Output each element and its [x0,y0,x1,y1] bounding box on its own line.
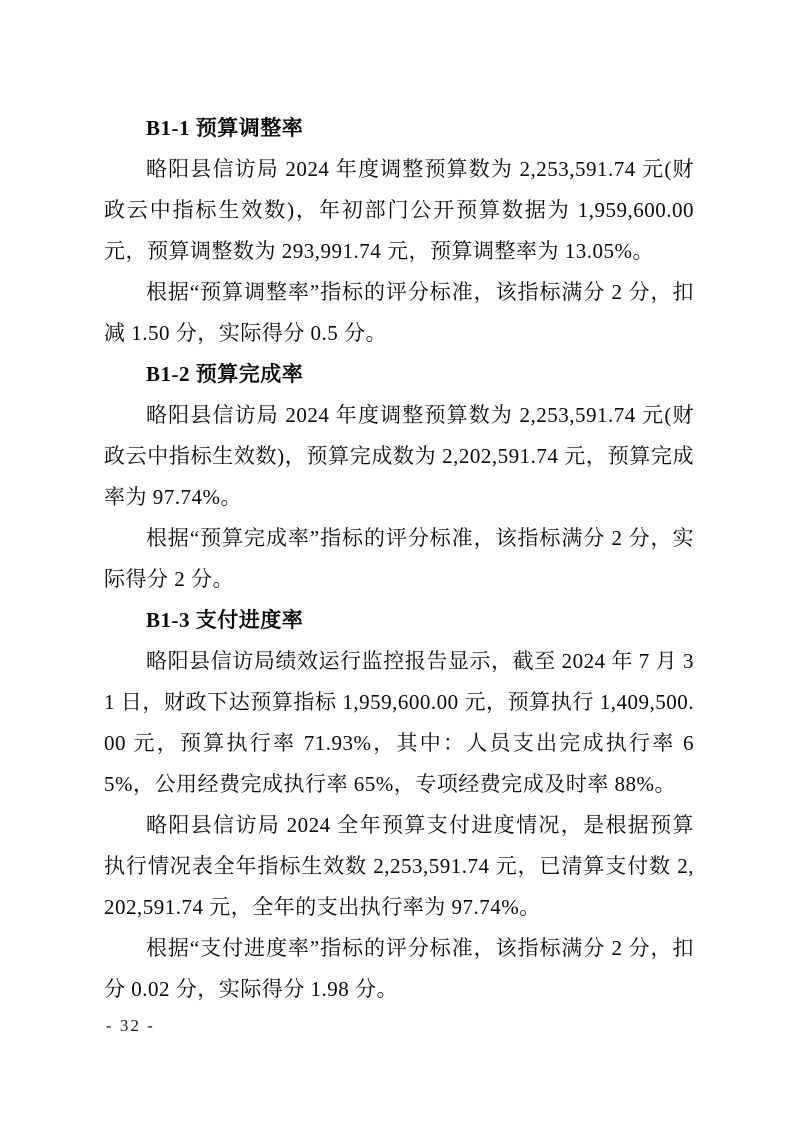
paragraph-b1-1-score: 根据“预算调整率”指标的评分标准，该指标满分 2 分，扣减 1.50 分，实际得分 0.5 分。 [104,280,694,345]
paragraph-b1-2-facts: 略阳县信访局 2024 年度调整预算数为 2,253,591.74 元(财政云中指标生效数)，预算完成数为 2,202,591.74 元，预算完成率为 97.74%。 [104,403,694,509]
paragraph-b1-3-monitoring: 略阳县信访局绩效运行监控报告显示，截至 2024 年 7 月 31 日，财政下达预算指标 1,959,600.00 元，预算执行 1,409,500.00 元，预算执行率 71.93%，其中：人员支出完成执行率 65%，公用经费完成执行率 65%，专项经费完成及时率 88%。 [104,649,694,796]
paragraph-b1-2-score: 根据“预算完成率”指标的评分标准，该指标满分 2 分，实际得分 2 分。 [104,526,694,591]
page-number: - 32 - [106,1016,155,1035]
paragraph-b1-3-progress: 略阳县信访局 2024 全年预算支付进度情况，是根据预算执行情况表全年指标生效数 2,253,591.74 元，已清算支付数 2,202,591.74 元，全年的支出执行率为 97.74%。 [104,813,694,919]
section-heading-b1-1: B1-1 预算调整率 [146,116,304,140]
paragraph-b1-1-facts: 略阳县信访局 2024 年度调整预算数为 2,253,591.74 元(财政云中指标生效数)，年初部门公开预算数据为 1,959,600.00 元，预算调整数为 293,991.74 元，预算调整率为 13.05%。 [104,157,694,263]
document-body [104,108,694,1010]
section-heading-b1-2: B1-2 预算完成率 [146,362,304,386]
section-heading-b1-3: B1-3 支付进度率 [146,608,304,632]
paragraph-b1-3-score: 根据“支付进度率”指标的评分标准，该指标满分 2 分，扣分 0.02 分，实际得分 1.98 分。 [104,936,694,1001]
